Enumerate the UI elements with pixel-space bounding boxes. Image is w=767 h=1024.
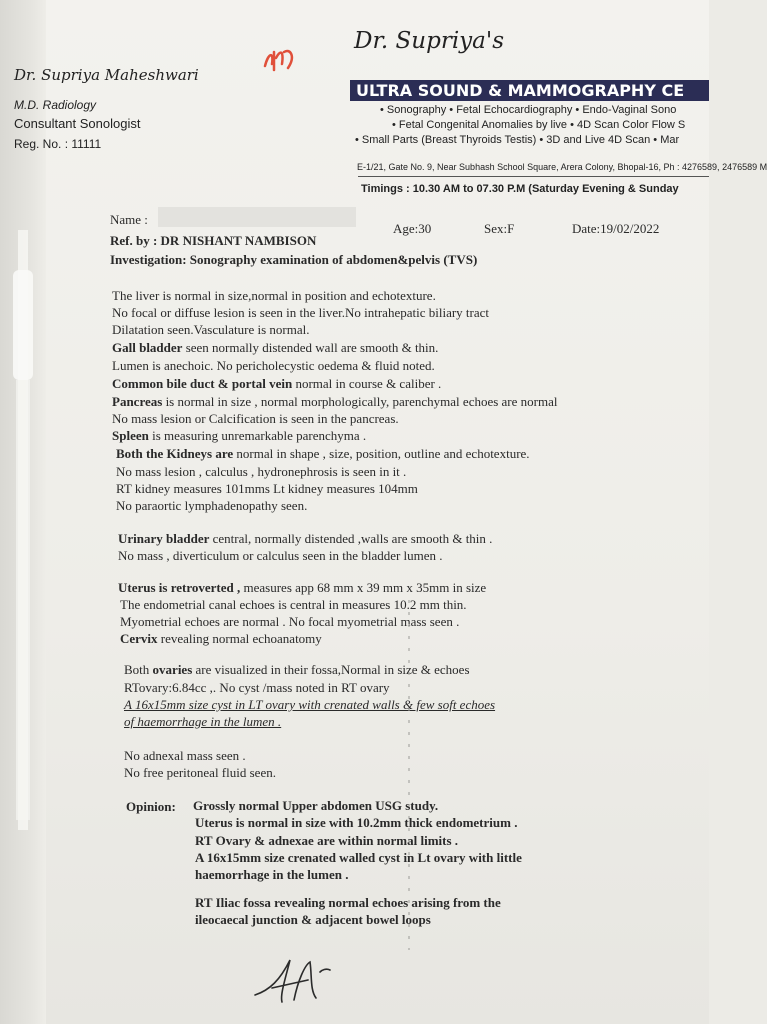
spleen-heading: Spleen: [112, 428, 149, 443]
finding-text: is normal in size , normal morphologically, parenchymal echoes are normal: [162, 394, 558, 409]
opinion-line: Grossly normal Upper abdomen USG study.: [193, 798, 439, 813]
finding-text: central, normally distended ,walls are smooth & thin .: [209, 531, 493, 546]
patient-name-label: Name :: [110, 212, 148, 227]
services-line-3: • Small Parts (Breast Thyroids Testis) • 3D and Live 4D Scan • Mar: [355, 134, 680, 146]
bladder-heading: Urinary bladder: [118, 531, 210, 546]
finding-line-underlined: of haemorrhage in the lumen .: [124, 714, 282, 729]
clinic-timings: Timings : 10.30 AM to 07.30 P.M (Saturday Evening & Sunday: [361, 183, 679, 195]
finding-text: measures app 68 mm x 39 mm x 35mm in size: [240, 580, 487, 595]
finding-line: Lumen is anechoic. No pericholecystic oedema & fluid noted.: [112, 358, 435, 373]
clinic-logo-icon: [262, 44, 298, 74]
doctor-reg: Reg. No. : 11111: [14, 137, 102, 151]
kidneys-heading: Both the Kidneys are: [116, 446, 234, 461]
opinion-line: RT Iliac fossa revealing normal echoes arising from the: [195, 895, 501, 910]
finding-line: Dilatation seen.Vasculature is normal.: [112, 322, 310, 337]
header-divider: [358, 176, 709, 177]
finding-text: revealing normal echoanatomy: [157, 631, 322, 646]
doctor-title: Consultant Sonologist: [14, 116, 141, 131]
opinion-label: Opinion:: [126, 799, 176, 814]
finding-text: are visualized in their fossa,Normal in size & echoes: [192, 662, 470, 677]
doctor-degree: M.D. Radiology: [14, 98, 97, 112]
finding-line: No adnexal mass seen .: [124, 748, 246, 763]
patient-name-redacted: [158, 207, 356, 227]
clinic-name-banner: ULTRA SOUND & MAMMOGRAPHY CE: [350, 80, 709, 101]
finding-line: RT kidney measures 101mms Lt kidney measures 104mm: [116, 481, 418, 496]
finding-line: [118, 580, 486, 596]
finding-line: [120, 631, 322, 647]
opinion-line: A 16x15mm size crenated walled cyst in Lt ovary with little: [195, 850, 522, 865]
services-line-2: • Fetal Congenital Anomalies by live • 4D Scan Color Flow S: [392, 119, 686, 131]
finding-text: Both: [124, 662, 153, 677]
finding-line-underlined: A 16x15mm size cyst in LT ovary with crenated walls & few soft echoes: [124, 697, 496, 712]
patient-age: Age:30: [393, 221, 432, 236]
opinion-line: Uterus is normal in size with 10.2mm thick endometrium .: [195, 815, 518, 830]
fold-mark-dots: [407, 600, 411, 950]
referred-by: Ref. by : DR NISHANT NAMBISON: [110, 233, 317, 248]
ovaries-heading: ovaries: [152, 662, 193, 677]
clinic-address: E-1/21, Gate No. 9, Near Subhash School Square, Arera Colony, Bhopal-16, Ph : 4276589, 2476589 M: [357, 162, 767, 172]
services-line-1: • Sonography • Fetal Echocardiography • Endo-Vaginal Sono: [380, 104, 677, 116]
finding-line: The endometrial canal echoes is central in measures 10.2 mm thin.: [120, 597, 467, 612]
finding-line: No mass lesion , calculus , hydronephrosis is seen in it .: [116, 464, 407, 479]
patient-sex: Sex:F: [484, 221, 515, 236]
finding-text: normal in course & caliber .: [292, 376, 442, 391]
finding-line: The liver is normal in size,normal in position and echotexture.: [112, 288, 436, 303]
uterus-heading: Uterus is retroverted ,: [118, 580, 241, 595]
finding-text: is measuring unremarkable parenchyma .: [148, 428, 367, 443]
cervix-heading: Cervix: [120, 631, 158, 646]
finding-text: normal in shape , size, position, outline and echotexture.: [233, 446, 530, 461]
finding-line: [118, 531, 492, 547]
opinion-line: ileocaecal junction & adjacent bowel loops: [195, 912, 431, 927]
finding-line: [112, 394, 557, 410]
finding-line: [116, 446, 530, 462]
finding-line: No free peritoneal fluid seen.: [124, 765, 276, 780]
finding-line: [112, 428, 366, 444]
clinic-brand: Dr. Supriya's: [354, 28, 505, 54]
investigation: Investigation: Sonography examination of abdomen&pelvis (TVS): [110, 252, 478, 267]
cbd-heading: Common bile duct & portal vein: [112, 376, 293, 391]
finding-line: No mass , diverticulum or calculus seen in the bladder lumen .: [118, 548, 443, 563]
finding-line: No mass lesion or Calcification is seen in the pancreas.: [112, 411, 399, 426]
signature-icon: [250, 950, 340, 1010]
doctor-name: Dr. Supriya Maheshwari: [14, 66, 199, 84]
finding-line: [112, 340, 438, 356]
finding-line: No focal or diffuse lesion is seen in the liver.No intrahepatic biliary tract: [112, 305, 490, 320]
finding-text: seen normally distended wall are smooth & thin.: [182, 340, 439, 355]
report-date: Date:19/02/2022: [572, 221, 660, 236]
finding-line: RTovary:6.84cc ,. No cyst /mass noted in RT ovary: [124, 680, 390, 695]
finding-line: [112, 376, 441, 392]
finding-line: No paraortic lymphadenopathy seen.: [116, 498, 308, 513]
finding-line: Myometrial echoes are normal . No focal myometrial mass seen .: [120, 614, 460, 629]
gall-bladder-heading: Gall bladder: [112, 340, 183, 355]
pancreas-heading: Pancreas: [112, 394, 163, 409]
opinion-line: haemorrhage in the lumen .: [195, 867, 349, 882]
tube-shadow-graphic: [10, 230, 36, 830]
opinion-line: RT Ovary & adnexae are within normal limits .: [195, 833, 459, 848]
finding-line: [124, 662, 470, 678]
